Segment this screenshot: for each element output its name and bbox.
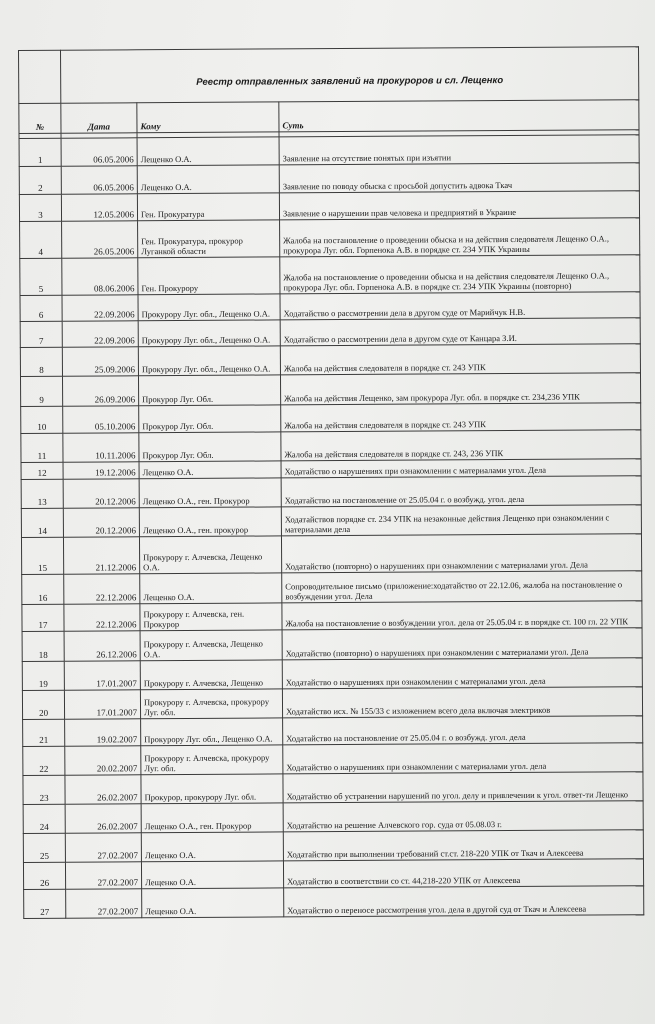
row-recipient: Ген. Прокурору — [138, 257, 280, 295]
row-essence: Ходатайство на решение Алчевского гор. суда от 05.08.03 г. — [283, 801, 643, 832]
row-date: 10.11.2006 — [63, 433, 139, 462]
row-essence: Жалоба на действия Лещенко, зам прокурора Луг. обл. в порядке ст. 234,236 УПК — [280, 373, 640, 405]
row-number: 12 — [21, 462, 63, 479]
row-date: 19.12.2006 — [63, 462, 139, 479]
row-essence: Жалоба на действия следователя в порядке ст. 243 УПК — [281, 403, 641, 432]
row-recipient: Прокурору г. Алчевска, прокурору Луг. обл. — [141, 745, 283, 775]
row-number: 18 — [22, 631, 64, 661]
row-number: 23 — [23, 775, 65, 804]
table-row — [20, 344, 640, 377]
table-row — [23, 859, 643, 890]
row-date: 05.10.2006 — [63, 406, 139, 433]
row-recipient: Прокурору Луг. обл., Лещенко О.А. — [138, 346, 280, 376]
row-recipient: Прокурору г. Алчевска, Лещенко — [140, 660, 282, 690]
row-essence: Ходатайство в соответствии со ст. 44,218-220 УПК от Алексеева — [283, 859, 643, 888]
row-recipient: Прокурор Луг. Обл. — [139, 405, 281, 433]
table-row — [19, 191, 639, 222]
row-date: 06.05.2006 — [61, 138, 137, 166]
row-essence: Ходатайство на постановление от 25.05.04 г. о возбужд. угол. дела — [283, 716, 643, 745]
row-essence: Ходатайство о нарушениях при ознакомлении с материалами угол. дела — [283, 743, 643, 774]
table-row — [23, 716, 643, 747]
row-recipient: Прокурору г. Алчевска, прокурору Луг. обл. — [140, 689, 282, 719]
row-essence: Жалоба на действия следователя в порядке ст. 243 УПК — [280, 344, 640, 375]
row-recipient: Прокурору Луг. обл., Лещенко О.А. — [141, 718, 283, 746]
row-recipient: Лещенко О.А., ген. Прокурор — [141, 803, 283, 833]
row-recipient: Прокурору Луг. обл., Лещенко О.А. — [138, 294, 280, 321]
row-date: 27.02.2007 — [65, 833, 141, 862]
table-row — [20, 318, 640, 348]
row-number: 7 — [20, 321, 62, 347]
title-row — [19, 47, 639, 104]
row-date: 22.12.2006 — [64, 574, 140, 604]
row-date: 19.02.2007 — [65, 719, 141, 746]
row-essence: Ходатайство о рассмотрении дела в другом суде от Марийчук Н.В. — [280, 292, 640, 320]
row-date: 26.12.2006 — [64, 631, 140, 661]
row-recipient: Лещенко О.А. — [141, 832, 283, 862]
row-date: 27.02.2007 — [65, 862, 141, 889]
row-date: 17.01.2007 — [64, 690, 140, 719]
row-essence: Ходатайство (повторно) о нарушениях при ознакомлении с материалами угол. Дела — [281, 534, 641, 573]
table-row — [21, 476, 641, 509]
row-recipient: Лещенко О.А. — [139, 461, 281, 479]
row-number: 21 — [23, 719, 65, 746]
row-essence: Заявление на отсутствие понятых при изъятии — [279, 135, 639, 165]
table-row — [21, 505, 641, 538]
row-recipient: Прокурор, прокурору Луг. обл. — [141, 774, 283, 804]
row-recipient: Лещенко О.А., ген. прокурор — [139, 507, 281, 537]
row-essence: Жалоба на постановление о проведении обыска и на действия следователя Лещенко О.А., прокурора Луг. обл. Горпенока А.В. в порядке ст. 234 УПК Украины (повторно) — [280, 255, 640, 294]
row-number: 5 — [20, 258, 62, 295]
row-recipient: Прокурору г. Алчевска, Лещенко О.А. — [139, 536, 281, 574]
row-recipient: Лещенко О.А. — [137, 165, 279, 194]
row-date: 27.02.2007 — [66, 889, 142, 918]
table-row — [20, 218, 640, 259]
row-essence: Заявление о нарушении прав человека и предприятий в Украине — [279, 191, 639, 220]
table-row — [24, 886, 644, 919]
row-date: 26.05.2006 — [62, 221, 138, 258]
row-essence: Ходатайство при выполнении требований ст.ст. 218-220 УПК от Ткач и Алексеева — [283, 830, 643, 861]
row-date: 20.02.2007 — [65, 746, 141, 775]
row-date: 22.09.2006 — [62, 321, 138, 347]
row-recipient: Прокурору Луг. обл., Лещенко О.А. — [138, 320, 280, 347]
row-date: 26.02.2007 — [65, 804, 141, 833]
row-number: 27 — [24, 889, 66, 918]
row-date: 20.12.2006 — [63, 479, 139, 508]
header-row — [19, 100, 639, 134]
register-sheet — [18, 46, 644, 1002]
table-row — [19, 135, 639, 167]
table-row — [19, 163, 639, 195]
row-essence: Ходатайство (повторно) о нарушениях при ознакомлении с материалами угол. Дела — [282, 628, 642, 660]
row-recipient: Лещенко О.А. — [141, 861, 283, 889]
row-recipient: Ген. Прокуратура — [137, 193, 279, 221]
row-essence: Жалоба на действия следователя в порядке ст. 243, 236 УПК — [281, 430, 641, 461]
row-essence: Ходатайство исх. № 155/33 с изложением всего дела включая электриков — [282, 687, 642, 718]
row-essence: Жалоба на постановление о возбуждении угол. дела от 25.05.04 г. в порядке ст. 100 гл. 22 УПК — [282, 601, 642, 630]
row-essence: Жалоба на постановление о проведении обыска и на действия следователя Лещенко О.А., прокурора Луг. обл. Горпенока А.В. в порядке ст. 234 УПК Украины — [280, 218, 640, 257]
row-date: 22.09.2006 — [62, 295, 138, 321]
row-date: 26.02.2007 — [65, 775, 141, 804]
column-header-date: Дата — [61, 103, 137, 133]
table-row — [23, 772, 643, 805]
row-recipient: Прокурору г. Алчевска, Лещенко О.А. — [140, 630, 282, 661]
row-number: 2 — [19, 166, 61, 194]
register-table — [18, 46, 644, 919]
row-recipient: Прокурору г. Алчевска, ген. Прокурор — [140, 603, 282, 631]
column-header-essence: Суть — [279, 100, 639, 132]
table-row — [22, 687, 642, 720]
row-essence: Ходатайство об устранении нарушений по угол. делу и привлечении к угол. ответ-ти Лещенко — [283, 772, 643, 803]
row-essence: Ходатайствов порядке ст. 234 УПК на незаконные действия Лещенко при ознакомлении с материалами дела — [281, 505, 641, 536]
row-number: 11 — [21, 433, 63, 462]
row-number: 13 — [21, 479, 63, 508]
title-left-cell — [19, 50, 61, 103]
row-essence: Ходатайство о рассмотрении дела в другом суде от Канцара З.И. — [280, 318, 640, 346]
row-number: 16 — [22, 574, 64, 604]
row-recipient: Лещенко О.А. — [137, 137, 279, 166]
row-number: 14 — [21, 508, 63, 537]
row-number: 6 — [20, 295, 62, 321]
row-number: 25 — [23, 833, 65, 862]
row-number: 9 — [20, 376, 62, 406]
row-date: 25.09.2006 — [62, 347, 138, 376]
row-number: 19 — [22, 661, 64, 690]
row-date: 21.12.2006 — [63, 537, 139, 574]
row-essence: Заявление по поводу обыска с просьбой допустить адвока Ткач — [279, 163, 639, 193]
row-date: 06.05.2006 — [61, 166, 137, 194]
table-row — [22, 658, 642, 691]
column-header-number: № — [19, 103, 61, 133]
row-date: 26.09.2006 — [62, 376, 138, 406]
document-title: Реестр отправленных заявлений на прокуроров и сл. Лещенко — [61, 47, 639, 104]
table-row — [22, 628, 642, 662]
row-essence: Ходатайство о переносе рассмотрения угол. дела в другой суд от Ткач и Алексеева — [284, 886, 644, 917]
table-row — [22, 601, 642, 632]
row-essence: Ходатайство о нарушениях при ознакомлении с материалами угол. Дела — [281, 459, 641, 478]
table-row — [20, 292, 640, 322]
row-number: 10 — [21, 406, 63, 433]
row-essence: Ходатайство о нарушениях при ознакомлении с материалами угол. дела — [282, 658, 642, 689]
row-number: 1 — [19, 138, 61, 166]
column-header-recipient: Кому — [137, 102, 279, 133]
row-number: 8 — [20, 347, 62, 376]
row-date: 12.05.2006 — [61, 194, 137, 221]
table-row — [20, 255, 640, 296]
row-date: 20.12.2006 — [63, 508, 139, 537]
row-number: 4 — [20, 221, 62, 258]
table-row — [23, 830, 643, 863]
row-recipient: Прокурор Луг. Обл. — [138, 375, 280, 406]
table-row — [21, 403, 641, 434]
row-recipient: Лещенко О.А. — [140, 573, 282, 604]
table-row — [23, 743, 643, 776]
row-number: 26 — [23, 862, 65, 889]
row-date: 08.06.2006 — [62, 258, 138, 295]
row-essence: Ходатайство на постановление от 25.05.04 г. о возбужд. угол. дела — [281, 476, 641, 507]
row-date: 17.01.2007 — [64, 661, 140, 690]
row-number: 3 — [19, 194, 61, 221]
table-row — [20, 373, 640, 407]
row-number: 20 — [22, 690, 64, 719]
table-row — [23, 801, 643, 834]
table-row — [22, 571, 642, 605]
row-recipient: Ген. Прокуратура, прокурор Луганкой области — [138, 220, 280, 258]
row-recipient: Лещенко О.А. — [142, 888, 284, 918]
row-number: 17 — [22, 604, 64, 631]
row-number: 24 — [23, 804, 65, 833]
row-recipient: Лещенко О.А., ген. Прокурор — [139, 478, 281, 508]
row-recipient: Прокурор Луг. Обл. — [139, 432, 281, 462]
row-number: 15 — [21, 537, 63, 574]
row-essence: Сопроводительное письмо (приложение:ходатайство от 22.12.06, жалоба на постановление о возбуждении угол. Дела — [282, 571, 642, 603]
table-row — [21, 430, 641, 463]
row-number: 22 — [23, 746, 65, 775]
table-row — [21, 534, 641, 575]
row-date: 22.12.2006 — [64, 604, 140, 631]
